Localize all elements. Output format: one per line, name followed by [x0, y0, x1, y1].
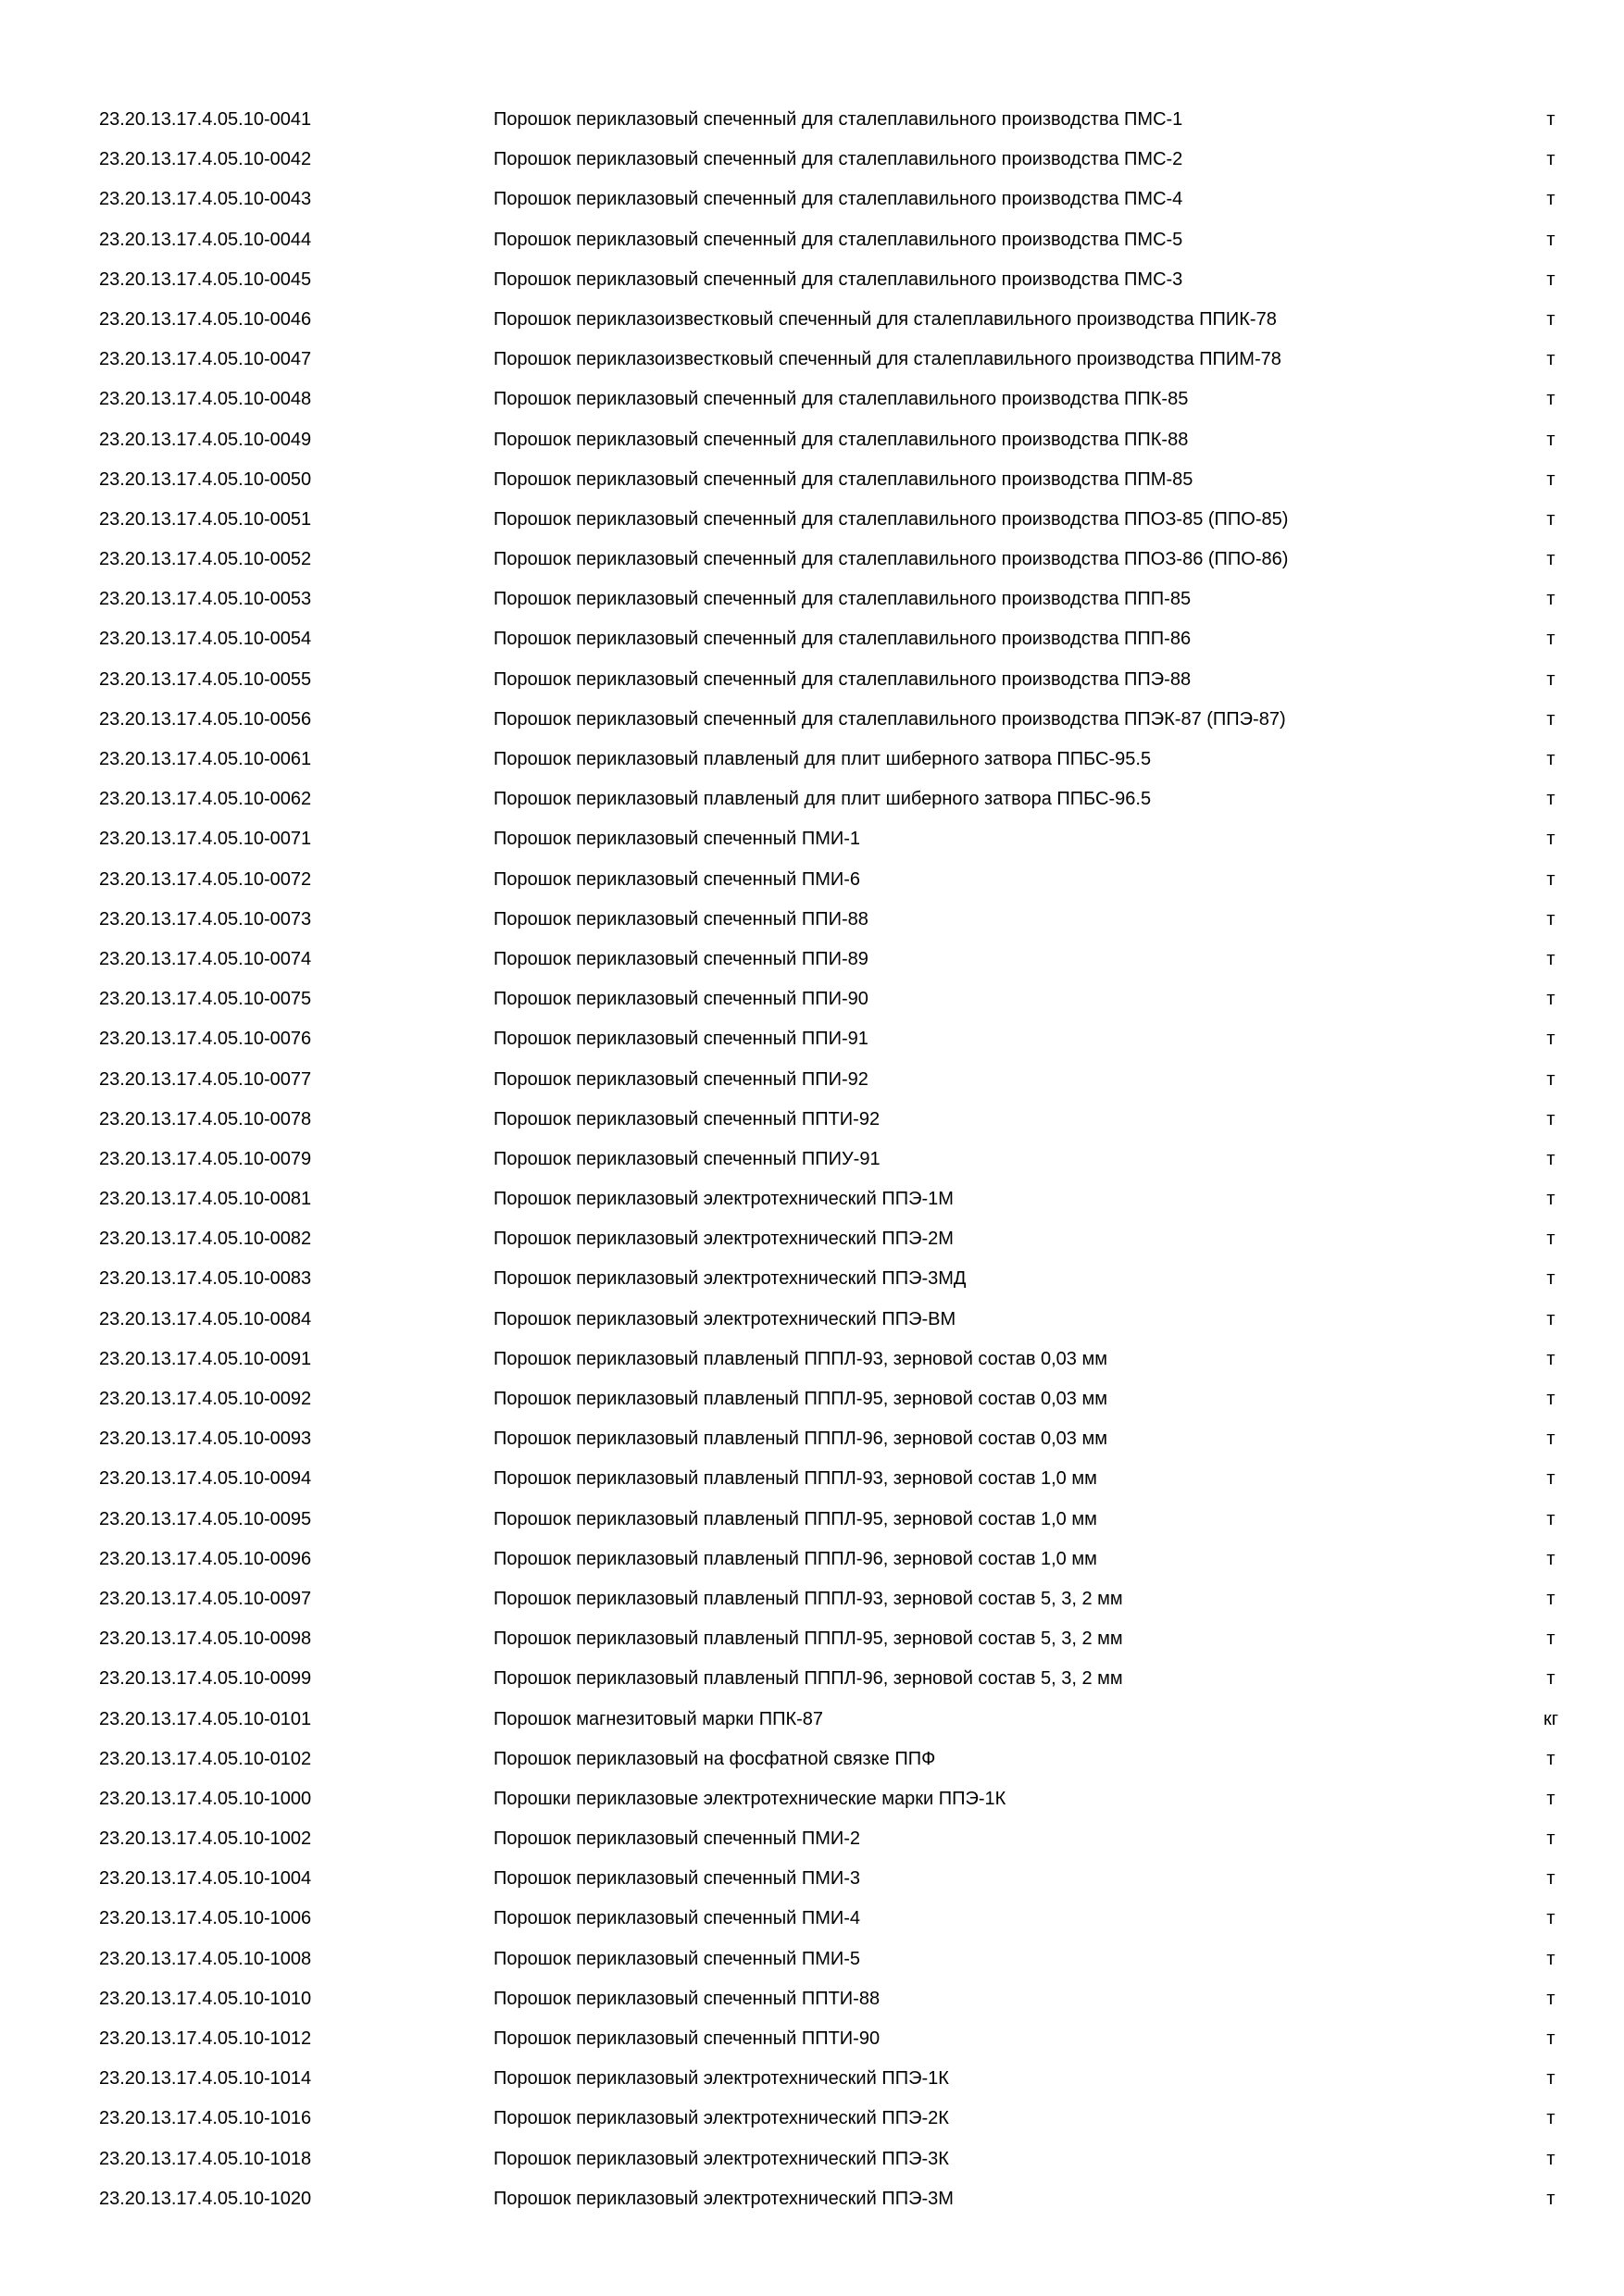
item-unit: т [1546, 1229, 1555, 1250]
item-code: 23.20.13.17.4.05.10-0075 [99, 989, 312, 1010]
item-code: 23.20.13.17.4.05.10-0093 [99, 1429, 312, 1450]
list-item [0, 1623, 1624, 1663]
item-code: 23.20.13.17.4.05.10-0046 [99, 308, 312, 330]
item-name: Порошок периклазовый плавленый ПППЛ-96, зерновой состав 1,0 мм [493, 1548, 1097, 1569]
item-unit: т [1546, 189, 1555, 210]
item-code: 23.20.13.17.4.05.10-0102 [99, 1748, 312, 1769]
list-item [0, 864, 1624, 904]
item-name: Порошок периклазовый спеченный ППИ-92 [493, 1068, 868, 1090]
item-name: Порошок периклазовый спеченный для сталеплавильного производства ППОЗ-86 (ППО-86) [493, 549, 1289, 570]
item-name: Порошок периклазовый спеченный для сталеплавильного производства ПМС-4 [493, 189, 1183, 210]
item-code: 23.20.13.17.4.05.10-0074 [99, 948, 312, 969]
item-unit: т [1546, 349, 1555, 370]
item-unit: т [1546, 549, 1555, 570]
item-name: Порошок периклазовый спеченный для сталеплавильного производства ППОЗ-85 (ППО-85) [493, 508, 1289, 530]
list-item [0, 1463, 1624, 1503]
item-name: Порошок периклазовый электротехнический ППЭ-ВМ [493, 1308, 956, 1329]
item-name: Порошок периклазовый электротехнический ППЭ-3М [493, 2188, 954, 2209]
list-item [0, 264, 1624, 304]
list-item [0, 1263, 1624, 1303]
list-item [0, 1743, 1624, 1783]
item-code: 23.20.13.17.4.05.10-0083 [99, 1268, 312, 1290]
item-name: Порошок периклазовый плавленый ПППЛ-93, зерновой состав 0,03 мм [493, 1348, 1107, 1369]
item-name: Порошок периклазовый электротехнический ППЭ-3МД [493, 1268, 967, 1290]
item-code: 23.20.13.17.4.05.10-0091 [99, 1348, 312, 1369]
list-item [0, 1543, 1624, 1583]
item-code: 23.20.13.17.4.05.10-1002 [99, 1828, 312, 1850]
item-code: 23.20.13.17.4.05.10-0095 [99, 1508, 312, 1529]
item-name: Порошок периклазовый плавленый ПППЛ-95, зерновой состав 5, 3, 2 мм [493, 1628, 1123, 1650]
item-unit: т [1546, 708, 1555, 730]
item-name: Порошок периклазовый спеченный ПМИ-3 [493, 1868, 861, 1890]
list-item [0, 943, 1624, 983]
item-code: 23.20.13.17.4.05.10-0055 [99, 668, 312, 690]
item-name: Порошок периклазовый электротехнический ППЭ-2К [493, 2108, 949, 2129]
item-unit: т [1546, 1189, 1555, 1210]
item-code: 23.20.13.17.4.05.10-0061 [99, 749, 312, 769]
item-unit: т [1546, 1868, 1555, 1890]
list-item [0, 1983, 1624, 2023]
list-item [0, 704, 1624, 743]
item-code: 23.20.13.17.4.05.10-0084 [99, 1308, 312, 1329]
item-unit: т [1546, 149, 1555, 170]
item-name: Порошок периклазоизвестковый спеченный для сталеплавильного производства ППИК-78 [493, 308, 1277, 330]
item-code: 23.20.13.17.4.05.10-0051 [99, 508, 312, 530]
item-name: Порошок периклазовый спеченный ППИ-88 [493, 908, 868, 930]
list-item [0, 1863, 1624, 1903]
item-code: 23.20.13.17.4.05.10-0044 [99, 229, 312, 250]
item-unit: т [1546, 789, 1555, 810]
list-item [0, 383, 1624, 423]
item-name: Порошок периклазовый спеченный ППИ-90 [493, 989, 868, 1010]
item-unit: т [1546, 229, 1555, 250]
item-name: Порошок периклазовый плавленый ПППЛ-96, зерновой состав 5, 3, 2 мм [493, 1668, 1123, 1690]
item-unit: т [1546, 2068, 1555, 2090]
list-item [0, 1703, 1624, 1743]
list-item [0, 783, 1624, 823]
item-code: 23.20.13.17.4.05.10-1000 [99, 1788, 312, 1809]
item-code: 23.20.13.17.4.05.10-0076 [99, 1029, 312, 1050]
list-item [0, 304, 1624, 343]
item-name: Порошки периклазовые электротехнические марки ППЭ-1К [493, 1788, 1006, 1809]
item-name: Порошок периклазовый плавленый для плит шиберного затвора ППБС-96.5 [493, 789, 1152, 810]
item-unit: т [1546, 2108, 1555, 2129]
item-name: Порошок периклазовый спеченный для сталеплавильного производства ПМС-3 [493, 268, 1183, 290]
material-list [0, 104, 1624, 2223]
item-unit: т [1546, 989, 1555, 1010]
item-name: Порошок периклазовый спеченный ППТИ-88 [493, 1988, 881, 2009]
item-unit: т [1546, 2028, 1555, 2049]
item-code: 23.20.13.17.4.05.10-1008 [99, 1948, 312, 1969]
item-unit: т [1546, 1748, 1555, 1769]
list-item [0, 904, 1624, 943]
item-unit: т [1546, 589, 1555, 610]
item-code: 23.20.13.17.4.05.10-1016 [99, 2108, 312, 2129]
item-name: Порошок магнезитовый марки ППК-87 [493, 1708, 824, 1729]
list-item [0, 623, 1624, 663]
item-name: Порошок периклазовый спеченный для сталеплавильного производства ПМС-1 [493, 109, 1183, 130]
item-unit: т [1546, 308, 1555, 330]
item-unit: т [1546, 1548, 1555, 1569]
item-name: Порошок периклазовый электротехнический ППЭ-1М [493, 1189, 954, 1210]
item-unit: т [1546, 429, 1555, 450]
item-unit: т [1546, 1588, 1555, 1609]
item-unit: т [1546, 1948, 1555, 1969]
list-item [0, 1304, 1624, 1343]
item-unit: т [1546, 508, 1555, 530]
item-name: Порошок периклазовый спеченный для сталеплавильного производства ППК-88 [493, 429, 1189, 450]
item-code: 23.20.13.17.4.05.10-0082 [99, 1229, 312, 1250]
item-name: Порошок периклазовый плавленый ПППЛ-96, зерновой состав 0,03 мм [493, 1429, 1107, 1450]
list-item [0, 504, 1624, 543]
item-code: 23.20.13.17.4.05.10-0092 [99, 1389, 312, 1409]
item-unit: т [1546, 2188, 1555, 2209]
item-unit: т [1546, 1508, 1555, 1529]
list-item [0, 424, 1624, 464]
list-item [0, 104, 1624, 144]
item-code: 23.20.13.17.4.05.10-0041 [99, 109, 312, 130]
item-code: 23.20.13.17.4.05.10-0073 [99, 908, 312, 930]
item-unit: т [1546, 948, 1555, 969]
item-name: Порошок периклазовый спеченный для сталеплавильного производства ППМ-85 [493, 468, 1193, 490]
list-item [0, 2183, 1624, 2223]
list-item [0, 1783, 1624, 1823]
item-unit: т [1546, 829, 1555, 850]
item-code: 23.20.13.17.4.05.10-1018 [99, 2148, 312, 2169]
list-item [0, 583, 1624, 623]
item-name: Порошок периклазовый электротехнический ППЭ-3К [493, 2148, 949, 2169]
item-unit: т [1546, 1429, 1555, 1450]
list-item [0, 743, 1624, 783]
list-item [0, 2143, 1624, 2183]
item-unit: т [1546, 1068, 1555, 1090]
list-item [0, 1423, 1624, 1463]
item-name: Порошок периклазовый электротехнический ППЭ-2М [493, 1229, 954, 1250]
item-name: Порошок периклазовый спеченный ППИУ-91 [493, 1148, 881, 1169]
list-item [0, 343, 1624, 383]
item-unit: т [1546, 908, 1555, 930]
item-code: 23.20.13.17.4.05.10-0098 [99, 1628, 312, 1650]
item-name: Порошок периклазовый плавленый ПППЛ-95, зерновой состав 1,0 мм [493, 1508, 1097, 1529]
item-unit: т [1546, 468, 1555, 490]
list-item [0, 1343, 1624, 1383]
item-name: Порошок периклазовый спеченный ПМИ-5 [493, 1948, 861, 1969]
item-unit: т [1546, 868, 1555, 890]
item-name: Порошок периклазовый спеченный для сталеплавильного производства ППЭК-87 (ППЭ-87) [493, 708, 1286, 730]
list-item [0, 1663, 1624, 1703]
list-item [0, 543, 1624, 583]
list-item [0, 1823, 1624, 1863]
item-code: 23.20.13.17.4.05.10-0056 [99, 708, 312, 730]
item-name: Порошок периклазовый спеченный для сталеплавильного производства ППП-85 [493, 589, 1192, 610]
item-unit: т [1546, 109, 1555, 130]
item-unit: т [1546, 1348, 1555, 1369]
item-name: Порошок периклазовый спеченный ППИ-91 [493, 1029, 868, 1050]
item-code: 23.20.13.17.4.05.10-1014 [99, 2068, 312, 2090]
item-code: 23.20.13.17.4.05.10-0043 [99, 189, 312, 210]
item-code: 23.20.13.17.4.05.10-0097 [99, 1588, 312, 1609]
list-item [0, 1023, 1624, 1063]
item-name: Порошок периклазовый на фосфатной связке ППФ [493, 1748, 936, 1769]
list-item [0, 1183, 1624, 1223]
list-item [0, 1143, 1624, 1183]
list-item [0, 2023, 1624, 2063]
item-code: 23.20.13.17.4.05.10-0062 [99, 789, 312, 810]
item-unit: т [1546, 389, 1555, 410]
item-unit: т [1546, 1668, 1555, 1690]
item-code: 23.20.13.17.4.05.10-0052 [99, 549, 312, 570]
item-code: 23.20.13.17.4.05.10-1012 [99, 2028, 312, 2049]
item-unit: т [1546, 2148, 1555, 2169]
item-unit: т [1546, 1468, 1555, 1490]
list-item [0, 664, 1624, 704]
list-item [0, 1943, 1624, 1983]
item-code: 23.20.13.17.4.05.10-0072 [99, 868, 312, 890]
item-code: 23.20.13.17.4.05.10-0094 [99, 1468, 312, 1490]
list-item [0, 183, 1624, 223]
item-unit: т [1546, 1988, 1555, 2009]
item-code: 23.20.13.17.4.05.10-0078 [99, 1108, 312, 1129]
item-name: Порошок периклазовый электротехнический ППЭ-1К [493, 2068, 949, 2090]
item-name: Порошок периклазовый спеченный ППТИ-92 [493, 1108, 881, 1129]
item-code: 23.20.13.17.4.05.10-0077 [99, 1068, 312, 1090]
item-name: Порошок периклазовый спеченный для сталеплавильного производства ППП-86 [493, 629, 1192, 650]
item-code: 23.20.13.17.4.05.10-0099 [99, 1668, 312, 1690]
item-code: 23.20.13.17.4.05.10-0081 [99, 1189, 312, 1210]
item-unit: т [1546, 1308, 1555, 1329]
item-code: 23.20.13.17.4.05.10-0047 [99, 349, 312, 370]
item-code: 23.20.13.17.4.05.10-0101 [99, 1708, 312, 1729]
list-item [0, 1504, 1624, 1543]
list-item [0, 1104, 1624, 1143]
item-unit: т [1546, 629, 1555, 650]
item-name: Порошок периклазовый спеченный ППИ-89 [493, 948, 868, 969]
list-item [0, 983, 1624, 1023]
item-unit: т [1546, 1908, 1555, 1929]
list-item [0, 1583, 1624, 1623]
item-name: Порошок периклазовый плавленый ПППЛ-93, зерновой состав 5, 3, 2 мм [493, 1588, 1123, 1609]
item-code: 23.20.13.17.4.05.10-1010 [99, 1988, 312, 2009]
list-item [0, 464, 1624, 504]
item-name: Порошок периклазовый спеченный для сталеплавильного производства ППЭ-88 [493, 668, 1192, 690]
item-unit: т [1546, 1828, 1555, 1850]
item-code: 23.20.13.17.4.05.10-1006 [99, 1908, 312, 1929]
item-code: 23.20.13.17.4.05.10-0048 [99, 389, 312, 410]
item-code: 23.20.13.17.4.05.10-0053 [99, 589, 312, 610]
item-name: Порошок периклазовый плавленый для плит шиберного затвора ППБС-95.5 [493, 749, 1152, 769]
item-name: Порошок периклазовый спеченный ПМИ-6 [493, 868, 861, 890]
item-code: 23.20.13.17.4.05.10-0049 [99, 429, 312, 450]
item-unit: т [1546, 1389, 1555, 1409]
list-item [0, 1903, 1624, 1942]
item-unit: т [1546, 1788, 1555, 1809]
list-item [0, 2063, 1624, 2103]
list-item [0, 144, 1624, 183]
item-code: 23.20.13.17.4.05.10-1020 [99, 2188, 312, 2209]
item-code: 23.20.13.17.4.05.10-0045 [99, 268, 312, 290]
item-unit: т [1546, 1268, 1555, 1290]
item-code: 23.20.13.17.4.05.10-0042 [99, 149, 312, 170]
item-code: 23.20.13.17.4.05.10-0071 [99, 829, 312, 850]
item-name: Порошок периклазовый плавленый ПППЛ-93, зерновой состав 1,0 мм [493, 1468, 1097, 1490]
list-item [0, 823, 1624, 863]
item-name: Порошок периклазовый плавленый ПППЛ-95, зерновой состав 0,03 мм [493, 1389, 1107, 1409]
item-unit: кг [1543, 1708, 1559, 1729]
list-item [0, 1064, 1624, 1104]
item-code: 23.20.13.17.4.05.10-1004 [99, 1868, 312, 1890]
item-unit: т [1546, 668, 1555, 690]
item-name: Порошок периклазовый спеченный ППТИ-90 [493, 2028, 881, 2049]
item-unit: т [1546, 1029, 1555, 1050]
list-item [0, 1223, 1624, 1263]
item-name: Порошок периклазовый спеченный для сталеплавильного производства ПМС-2 [493, 149, 1183, 170]
item-code: 23.20.13.17.4.05.10-0050 [99, 468, 312, 490]
item-code: 23.20.13.17.4.05.10-0096 [99, 1548, 312, 1569]
item-unit: т [1546, 1148, 1555, 1169]
item-name: Порошок периклазовый спеченный для сталеплавильного производства ППК-85 [493, 389, 1189, 410]
list-item [0, 224, 1624, 264]
item-code: 23.20.13.17.4.05.10-0079 [99, 1148, 312, 1169]
item-name: Порошок периклазовый спеченный ПМИ-2 [493, 1828, 861, 1850]
list-item [0, 1383, 1624, 1423]
item-code: 23.20.13.17.4.05.10-0054 [99, 629, 312, 650]
list-item [0, 2103, 1624, 2142]
item-unit: т [1546, 749, 1555, 769]
item-name: Порошок периклазовый спеченный ПМИ-4 [493, 1908, 861, 1929]
item-unit: т [1546, 1108, 1555, 1129]
item-unit: т [1546, 268, 1555, 290]
item-name: Порошок периклазоизвестковый спеченный для сталеплавильного производства ППИМ-78 [493, 349, 1281, 370]
item-name: Порошок периклазовый спеченный ПМИ-1 [493, 829, 861, 850]
item-name: Порошок периклазовый спеченный для сталеплавильного производства ПМС-5 [493, 229, 1183, 250]
item-unit: т [1546, 1628, 1555, 1650]
